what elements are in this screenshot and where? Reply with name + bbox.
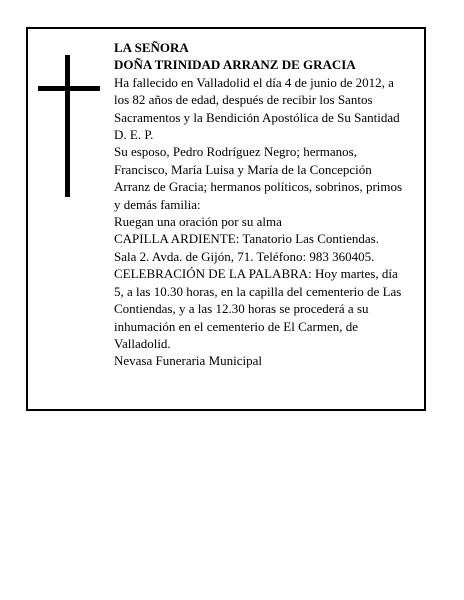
- body-line: Valladolid.: [114, 335, 171, 351]
- latin-cross-icon: [38, 55, 100, 197]
- body-line: los 82 años de edad, después de recibir los Santos: [114, 92, 373, 108]
- body-line: Nevasa Funeraria Municipal: [114, 353, 263, 369]
- body-line: y demás familia:: [114, 196, 201, 212]
- body-line: Contiendas, y a las 12.30 horas se procederá a su: [114, 301, 369, 317]
- body-line: D. E. P.: [114, 127, 154, 143]
- body-line: Francisco, María Luisa y María de la Concepción: [114, 161, 372, 177]
- body-line: Sala 2. Avda. de Gijón, 71. Teléfono: 983 360405.: [114, 248, 375, 264]
- body-line: 5, a las 10.30 horas, en la capilla del cementerio de Las: [114, 283, 402, 299]
- body-line: Arranz de Gracia; hermanos políticos, sobrinos, primos: [114, 179, 403, 195]
- body-line: Su esposo, Pedro Rodríguez Negro; hermanos,: [114, 144, 357, 160]
- body-line: CELEBRACIÓN DE LA PALABRA: Hoy martes, día: [114, 266, 398, 282]
- notice-deceased-name: DOÑA TRINIDAD ARRANZ DE GRACIA: [114, 57, 356, 73]
- body-line: Ha fallecido en Valladolid el día 4 de junio de 2012, a: [114, 74, 394, 90]
- body-line: CAPILLA ARDIENTE: Tanatorio Las Contiendas.: [114, 231, 379, 247]
- cross-vertical-bar: [65, 55, 70, 197]
- body-line: inhumación en el cementerio de El Carmen, de: [114, 318, 359, 334]
- obituary-text: [114, 39, 420, 370]
- cross-horizontal-bar: [38, 86, 100, 91]
- body-line: Ruegan una oración por su alma: [114, 214, 282, 230]
- body-line: Sacramentos y la Bendición Apostólica de Su Santidad: [114, 109, 400, 125]
- notice-heading-title: LA SEÑORA: [114, 40, 189, 55]
